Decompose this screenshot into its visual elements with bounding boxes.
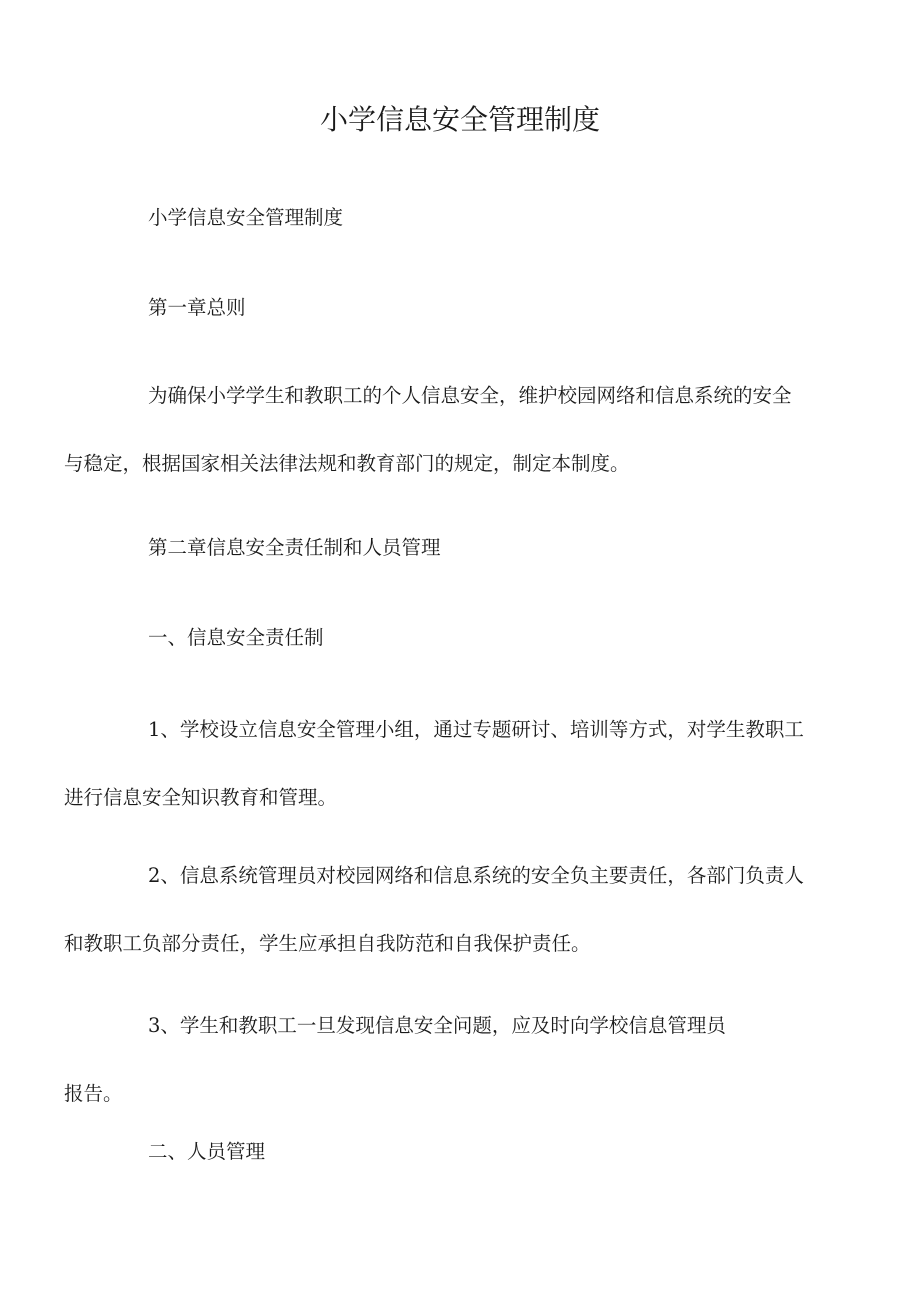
item3-line2: 报告。	[64, 1082, 123, 1105]
chapter1-paragraph-line1: 为确保小学学生和教职工的个人信息安全，维护校园网络和信息系统的安全	[148, 384, 792, 407]
chapter2-heading: 第二章信息安全责任制和人员管理	[148, 536, 441, 559]
item1-paragraph	[64, 696, 818, 832]
section2-heading: 二、人员管理	[148, 1140, 266, 1163]
document-title: 小学信息安全管理制度	[319, 103, 600, 136]
item2-line1: 2、信息系统管理员对校园网络和信息系统的安全负主要责任，各部门负责人	[148, 864, 804, 887]
item1-line2: 进行信息安全知识教育和管理。	[64, 786, 338, 809]
section1-heading: 一、信息安全责任制	[148, 626, 324, 649]
chapter1-heading: 第一章总则	[148, 296, 246, 319]
item2-line2: 和教职工负部分责任，学生应承担自我防范和自我保护责任。	[64, 932, 591, 955]
chapter1-paragraph	[64, 362, 818, 498]
item1-line1: 1、学校设立信息安全管理小组，通过专题研讨、培训等方式，对学生教职工	[148, 718, 804, 741]
item2-paragraph	[64, 842, 818, 978]
item3-line1: 3、学生和教职工一旦发现信息安全问题，应及时向学校信息管理员	[148, 1014, 726, 1037]
chapter1-paragraph-line2: 与稳定，根据国家相关法律法规和教育部门的规定，制定本制度。	[64, 452, 630, 475]
item3-paragraph	[64, 992, 818, 1128]
subtitle: 小学信息安全管理制度	[148, 206, 344, 229]
